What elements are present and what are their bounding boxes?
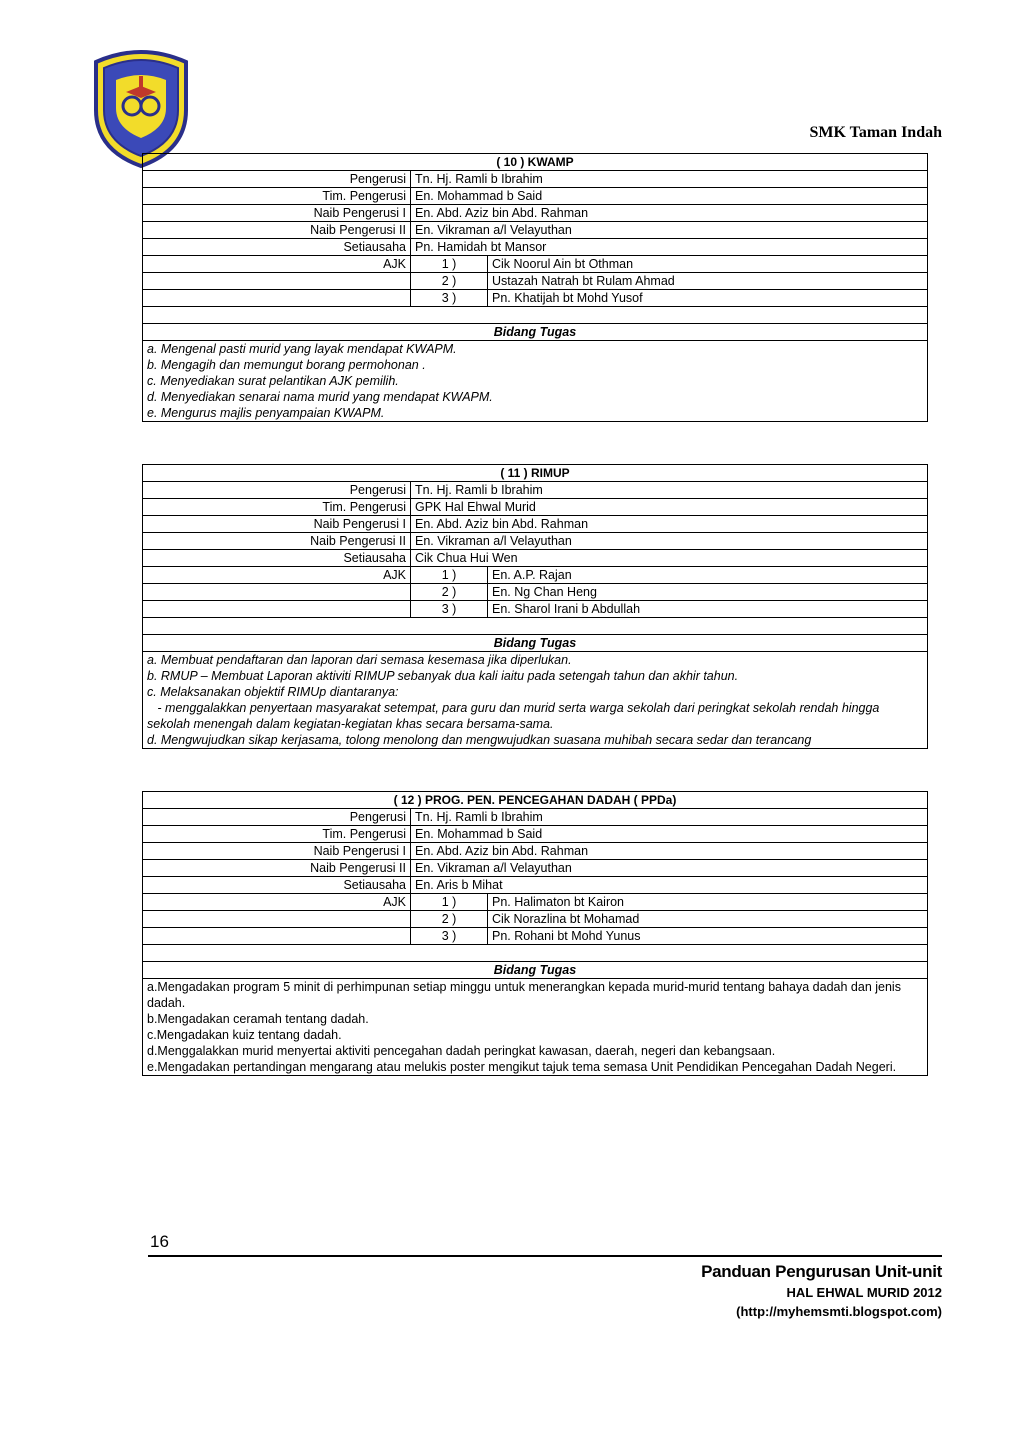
- naib-pengerusi-1-value: En. Abd. Aziz bin Abd. Rahman: [411, 516, 928, 533]
- duty-item: c. Menyediakan surat pelantikan AJK pemilih.: [147, 374, 399, 388]
- ajk-label: AJK: [143, 567, 411, 584]
- duty-item: e.Mengadakan pertandingan mengarang atau melukis poster mengikut tajuk tema semasa Unit Pendidikan Pencegahan Dadah Negeri.: [147, 1060, 897, 1074]
- tim-pengerusi-value: En. Mohammad b Said: [411, 826, 928, 843]
- ajk-name: Pn. Khatijah bt Mohd Yusof: [488, 290, 928, 307]
- pengerusi-value: Tn. Hj. Ramli b Ibrahim: [411, 809, 928, 826]
- duty-item: b. Mengagih dan memungut borang permohonan .: [147, 358, 426, 372]
- pengerusi-label: Pengerusi: [143, 809, 411, 826]
- setiausaha-label: Setiausaha: [143, 239, 411, 256]
- pengerusi-label: Pengerusi: [143, 482, 411, 499]
- ajk-name: Cik Noorul Ain bt Othman: [488, 256, 928, 273]
- duty-item: d. Menyediakan senarai nama murid yang mendapat KWAPM.: [147, 390, 493, 404]
- naib-pengerusi-1-value: En. Abd. Aziz bin Abd. Rahman: [411, 843, 928, 860]
- committee-table-ppda: [142, 791, 928, 1076]
- footer-url: (http://myhemsmti.blogspot.com): [736, 1304, 942, 1319]
- section-title: ( 12 ) PROG. PEN. PENCEGAHAN DADAH ( PPDa): [143, 792, 928, 809]
- committee-table-rimup: [142, 464, 928, 749]
- school-name: SMK Taman Indah: [809, 124, 942, 141]
- duty-item: a. Membuat pendaftaran dan laporan dari semasa kesemasa jika diperlukan.: [147, 653, 572, 667]
- ajk-name: En. Sharol Irani b Abdullah: [488, 601, 928, 618]
- setiausaha-label: Setiausaha: [143, 877, 411, 894]
- setiausaha-value: Cik Chua Hui Wen: [411, 550, 928, 567]
- naib-pengerusi-1-value: En. Abd. Aziz bin Abd. Rahman: [411, 205, 928, 222]
- naib-pengerusi-2-label: Naib Pengerusi II: [143, 222, 411, 239]
- naib-pengerusi-1-label: Naib Pengerusi I: [143, 843, 411, 860]
- duty-item: b. RMUP – Membuat Laporan aktiviti RIMUP sebanyak dua kali iaitu pada setengah tahun dan akhir tahun.: [147, 669, 739, 683]
- ajk-number: 2 ): [411, 584, 488, 601]
- ajk-number: 3 ): [411, 601, 488, 618]
- ajk-name: Ustazah Natrah bt Rulam Ahmad: [488, 273, 928, 290]
- bidang-tugas-heading: Bidang Tugas: [143, 635, 928, 652]
- tim-pengerusi-value: GPK Hal Ehwal Murid: [411, 499, 928, 516]
- bidang-tugas-heading: Bidang Tugas: [143, 962, 928, 979]
- ajk-name: Pn. Halimaton bt Kairon: [488, 894, 928, 911]
- setiausaha-value: En. Aris b Mihat: [411, 877, 928, 894]
- duty-item: e. Mengurus majlis penyampaian KWAPM.: [147, 406, 385, 420]
- school-crest-logo: [86, 40, 196, 170]
- ajk-number: 1 ): [411, 256, 488, 273]
- ajk-label: AJK: [143, 256, 411, 273]
- naib-pengerusi-2-label: Naib Pengerusi II: [143, 860, 411, 877]
- page-number: 16: [150, 1232, 169, 1251]
- ajk-number: 2 ): [411, 911, 488, 928]
- naib-pengerusi-2-label: Naib Pengerusi II: [143, 533, 411, 550]
- duty-item: c. Melaksanakan objektif RIMUp diantaranya:: [147, 685, 399, 699]
- ajk-number: 1 ): [411, 567, 488, 584]
- naib-pengerusi-1-label: Naib Pengerusi I: [143, 516, 411, 533]
- naib-pengerusi-2-value: En. Vikraman a/l Velayuthan: [411, 222, 928, 239]
- tim-pengerusi-label: Tim. Pengerusi: [143, 826, 411, 843]
- pengerusi-value: Tn. Hj. Ramli b Ibrahim: [411, 171, 928, 188]
- footer-divider: [148, 1255, 942, 1257]
- pengerusi-value: Tn. Hj. Ramli b Ibrahim: [411, 482, 928, 499]
- duty-item: d.Menggalakkan murid menyertai aktiviti pencegahan dadah peringkat kawasan, daerah, negeri dan kebangsaan.: [147, 1044, 776, 1058]
- ajk-label: AJK: [143, 894, 411, 911]
- setiausaha-value: Pn. Hamidah bt Mansor: [411, 239, 928, 256]
- footer-title: Panduan Pengurusan Unit-unit: [701, 1262, 942, 1281]
- ajk-name: Cik Norazlina bt Mohamad: [488, 911, 928, 928]
- duty-item: a. Mengenal pasti murid yang layak mendapat KWAPM.: [147, 342, 457, 356]
- section-title: ( 11 ) RIMUP: [143, 465, 928, 482]
- duty-item: d. Mengwujudkan sikap kerjasama, tolong menolong dan mengwujudkan suasana muhibah secara sedar dan terancang: [147, 733, 812, 747]
- duty-item: - menggalakkan penyertaan masyarakat setempat, para guru dan murid serta warga sekolah dari peringkat sekolah rendah hingga sekolah menengah dalam kegiatan-kegiatan khas secara bersama-sama.: [147, 701, 883, 731]
- ajk-number: 1 ): [411, 894, 488, 911]
- naib-pengerusi-1-label: Naib Pengerusi I: [143, 205, 411, 222]
- footer-subtitle: HAL EHWAL MURID 2012: [786, 1285, 942, 1300]
- tim-pengerusi-label: Tim. Pengerusi: [143, 499, 411, 516]
- pengerusi-label: Pengerusi: [143, 171, 411, 188]
- bidang-tugas-heading: Bidang Tugas: [143, 324, 928, 341]
- ajk-number: 3 ): [411, 290, 488, 307]
- naib-pengerusi-2-value: En. Vikraman a/l Velayuthan: [411, 860, 928, 877]
- naib-pengerusi-2-value: En. Vikraman a/l Velayuthan: [411, 533, 928, 550]
- section-title: ( 10 ) KWAMP: [143, 154, 928, 171]
- ajk-number: 2 ): [411, 273, 488, 290]
- duty-item: b.Mengadakan ceramah tentang dadah.: [147, 1012, 369, 1026]
- tim-pengerusi-label: Tim. Pengerusi: [143, 188, 411, 205]
- duty-item: a.Mengadakan program 5 minit di perhimpunan setiap minggu untuk menerangkan kepada murid-murid tentang bahaya dadah dan jenis dadah.: [147, 980, 901, 1010]
- tim-pengerusi-value: En. Mohammad b Said: [411, 188, 928, 205]
- committee-table-kwamp: [142, 153, 928, 422]
- duties-list: [143, 979, 928, 1076]
- ajk-name: En. A.P. Rajan: [488, 567, 928, 584]
- ajk-number: 3 ): [411, 928, 488, 945]
- duty-item: c.Mengadakan kuiz tentang dadah.: [147, 1028, 342, 1042]
- ajk-name: En. Ng Chan Heng: [488, 584, 928, 601]
- ajk-name: Pn. Rohani bt Mohd Yunus: [488, 928, 928, 945]
- duties-list: [143, 652, 928, 749]
- duties-list: [143, 341, 928, 422]
- setiausaha-label: Setiausaha: [143, 550, 411, 567]
